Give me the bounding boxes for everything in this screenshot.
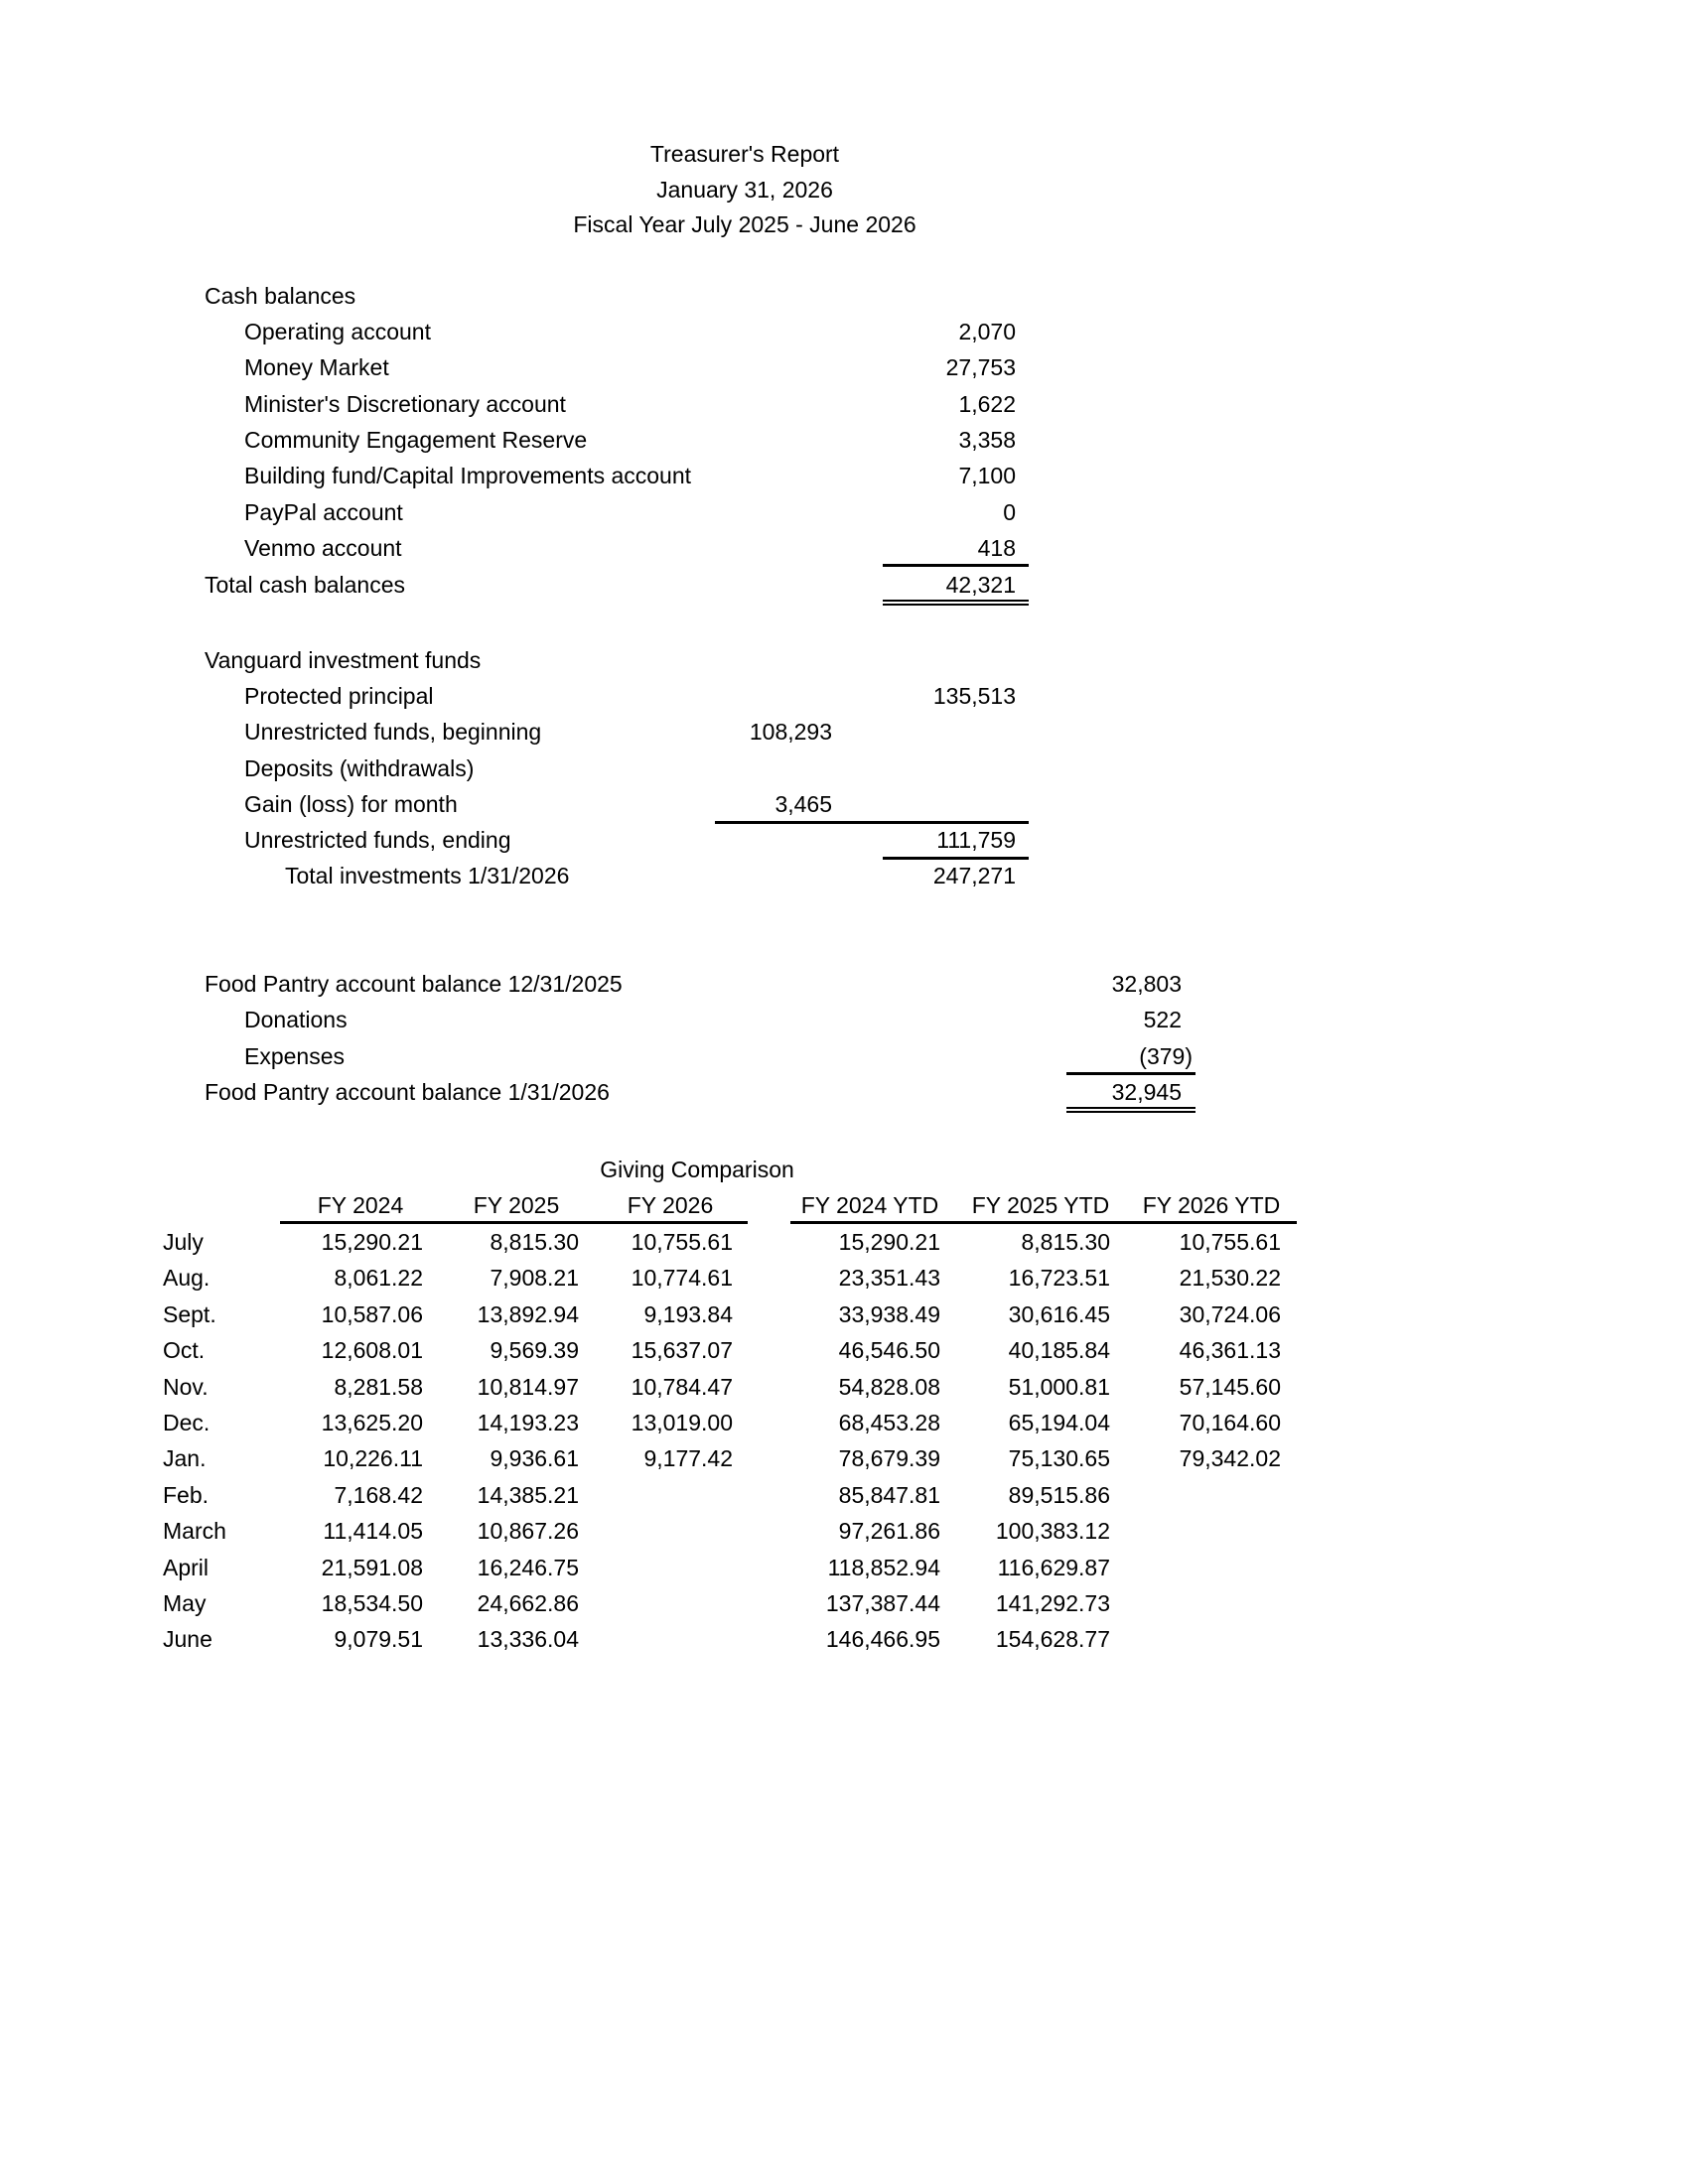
table-cell: 15,290.21: [838, 1229, 940, 1255]
food-pantry-opening-label: Food Pantry account balance 12/31/2025: [205, 971, 623, 997]
table-cell: 9,177.42: [643, 1445, 733, 1472]
table-cell: 85,847.81: [838, 1481, 940, 1508]
investments-subtotal-line: [715, 821, 1029, 824]
table-cell: 68,453.28: [838, 1410, 940, 1435]
cash-item-label: Community Engagement Reserve: [244, 426, 588, 453]
table-cell: 57,145.60: [1179, 1373, 1281, 1400]
table-cell: 141,292.73: [995, 1590, 1110, 1616]
total-investments-label: Total investments 1/31/2026: [285, 863, 570, 888]
donations-value: 522: [1143, 1007, 1182, 1032]
protected-principal-value: 135,513: [932, 683, 1016, 709]
cash-item-label: Money Market: [244, 354, 389, 381]
table-cell: 30,724.06: [1179, 1300, 1281, 1327]
table-cell: 10,755.61: [631, 1229, 733, 1255]
table-cell: 10,226.11: [323, 1445, 423, 1472]
month-label: Jan.: [163, 1445, 207, 1472]
total-investments-value: 247,271: [932, 863, 1016, 888]
cash-heading: Cash balances: [205, 283, 356, 309]
table-cell: 75,130.65: [1008, 1445, 1110, 1472]
investments-total-line: [883, 857, 1029, 860]
table-cell: 65,194.04: [1008, 1410, 1110, 1435]
protected-principal-label: Protected principal: [244, 683, 434, 709]
cash-item-label: Operating account: [244, 319, 431, 344]
report-title: Treasurer's Report: [649, 141, 840, 167]
donations-label: Donations: [244, 1007, 348, 1032]
table-cell: 46,546.50: [838, 1337, 940, 1364]
table-cell: 9,193.84: [643, 1300, 733, 1327]
monthly-header-line: [280, 1221, 748, 1224]
table-cell: 100,383.12: [995, 1518, 1110, 1545]
expenses-label: Expenses: [244, 1043, 346, 1069]
giving-title: Giving Comparison: [600, 1157, 794, 1182]
month-label: Dec.: [163, 1410, 211, 1435]
unrestricted-beginning-value: 108,293: [749, 719, 832, 745]
month-label: April: [163, 1554, 210, 1580]
cash-item-value: 1,622: [958, 390, 1016, 417]
table-cell: 9,569.39: [490, 1337, 579, 1364]
table-cell: 154,628.77: [995, 1626, 1110, 1653]
cash-total-label: Total cash balances: [205, 572, 406, 598]
cash-total-value: 42,321: [945, 572, 1016, 598]
table-cell: 97,261.86: [838, 1518, 940, 1545]
table-cell: 15,290.21: [321, 1229, 423, 1255]
table-cell: 21,591.08: [321, 1554, 423, 1580]
unrestricted-beginning-label: Unrestricted funds, beginning: [244, 719, 542, 745]
table-cell: 8,061.22: [334, 1265, 423, 1292]
expenses-value: (379): [1139, 1043, 1193, 1069]
table-cell: 118,852.94: [827, 1554, 940, 1580]
cash-item-label: Minister's Discretionary account: [244, 390, 566, 417]
table-cell: 78,679.39: [838, 1445, 940, 1472]
table-cell: 10,814.97: [477, 1373, 579, 1400]
table-cell: 12,608.01: [321, 1337, 423, 1364]
cash-item-label: PayPal account: [244, 498, 403, 525]
food-pantry-closing-value: 32,945: [1111, 1079, 1182, 1105]
table-cell: 10,774.61: [631, 1265, 733, 1292]
gain-value: 3,465: [774, 791, 832, 817]
food-pantry-opening-value: 32,803: [1111, 971, 1182, 997]
unrestricted-ending-value: 111,759: [936, 827, 1016, 853]
gain-label: Gain (loss) for month: [244, 791, 458, 817]
table-cell: 10,784.47: [631, 1373, 733, 1400]
table-cell: 51,000.81: [1008, 1373, 1110, 1400]
table-cell: 24,662.86: [477, 1590, 579, 1616]
month-label: Oct.: [163, 1337, 206, 1364]
month-label: July: [163, 1229, 204, 1255]
cash-item-value: 7,100: [958, 463, 1016, 489]
cash-total-double-line: [883, 600, 1029, 606]
cash-item-value: 0: [1003, 498, 1016, 525]
table-cell: 16,246.75: [477, 1554, 579, 1580]
month-label: June: [163, 1626, 212, 1653]
table-cell: 79,342.02: [1179, 1445, 1281, 1472]
table-cell: 46,361.13: [1179, 1337, 1281, 1364]
food-pantry-double-line: [1066, 1107, 1196, 1113]
table-cell: 33,938.49: [838, 1300, 940, 1327]
table-cell: 11,414.05: [323, 1518, 423, 1545]
month-label: Sept.: [163, 1300, 216, 1327]
food-pantry-closing-label: Food Pantry account balance 1/31/2026: [205, 1079, 610, 1105]
cash-item-value: 3,358: [958, 426, 1016, 453]
month-label: Nov.: [163, 1373, 209, 1400]
cash-item-value: 2,070: [958, 319, 1016, 344]
cash-item-label: Building fund/Capital Improvements account: [244, 463, 692, 489]
cash-subtotal-line: [883, 564, 1029, 567]
table-cell: 10,755.61: [1179, 1229, 1281, 1255]
table-cell: 15,637.07: [631, 1337, 733, 1364]
table-cell: 13,336.04: [477, 1626, 579, 1653]
table-cell: 14,385.21: [477, 1481, 579, 1508]
table-cell: 10,587.06: [321, 1300, 423, 1327]
table-cell: 137,387.44: [825, 1590, 940, 1616]
table-cell: 8,815.30: [1021, 1229, 1110, 1255]
report-date: January 31, 2026: [656, 177, 833, 203]
table-cell: 40,185.84: [1008, 1337, 1110, 1364]
table-cell: 9,936.61: [490, 1445, 579, 1472]
fiscal-year: Fiscal Year July 2025 - June 2026: [573, 211, 916, 237]
table-cell: 116,629.87: [997, 1554, 1110, 1580]
table-cell: 8,815.30: [490, 1229, 579, 1255]
table-cell: 7,168.42: [334, 1481, 423, 1508]
investments-heading: Vanguard investment funds: [205, 647, 482, 673]
ytd-header-line: [790, 1221, 1297, 1224]
col-header-fy2026-ytd: FY 2026 YTD: [1142, 1192, 1281, 1218]
table-cell: 30,616.45: [1008, 1300, 1110, 1327]
table-cell: 7,908.21: [490, 1265, 579, 1292]
table-cell: 70,164.60: [1179, 1410, 1281, 1435]
col-header-fy2024: FY 2024: [317, 1192, 404, 1218]
month-label: Aug.: [163, 1265, 211, 1292]
unrestricted-ending-label: Unrestricted funds, ending: [244, 827, 511, 853]
col-header-fy2025: FY 2025: [473, 1192, 560, 1218]
table-cell: 8,281.58: [334, 1373, 423, 1400]
col-header-fy2024-ytd: FY 2024 YTD: [800, 1192, 939, 1218]
table-cell: 21,530.22: [1179, 1265, 1281, 1292]
month-label: March: [163, 1518, 226, 1545]
table-cell: 16,723.51: [1008, 1265, 1110, 1292]
table-cell: 54,828.08: [838, 1373, 940, 1400]
table-cell: 10,867.26: [477, 1518, 579, 1545]
food-pantry-subtotal-line: [1066, 1072, 1196, 1075]
cash-item-value: 418: [977, 534, 1016, 561]
table-cell: 13,625.20: [321, 1410, 423, 1435]
cash-item-label: Venmo account: [244, 534, 402, 561]
table-cell: 89,515.86: [1008, 1481, 1110, 1508]
table-cell: 13,019.00: [631, 1410, 733, 1435]
table-cell: 146,466.95: [825, 1626, 940, 1653]
col-header-fy2026: FY 2026: [627, 1192, 714, 1218]
table-cell: 23,351.43: [838, 1265, 940, 1292]
month-label: Feb.: [163, 1481, 210, 1508]
table-cell: 18,534.50: [321, 1590, 423, 1616]
deposits-label: Deposits (withdrawals): [244, 755, 475, 781]
table-cell: 9,079.51: [334, 1626, 423, 1653]
cash-item-value: 27,753: [945, 354, 1016, 381]
month-label: May: [163, 1590, 207, 1616]
table-cell: 14,193.23: [477, 1410, 579, 1435]
table-cell: 13,892.94: [477, 1300, 579, 1327]
col-header-fy2025-ytd: FY 2025 YTD: [971, 1192, 1110, 1218]
